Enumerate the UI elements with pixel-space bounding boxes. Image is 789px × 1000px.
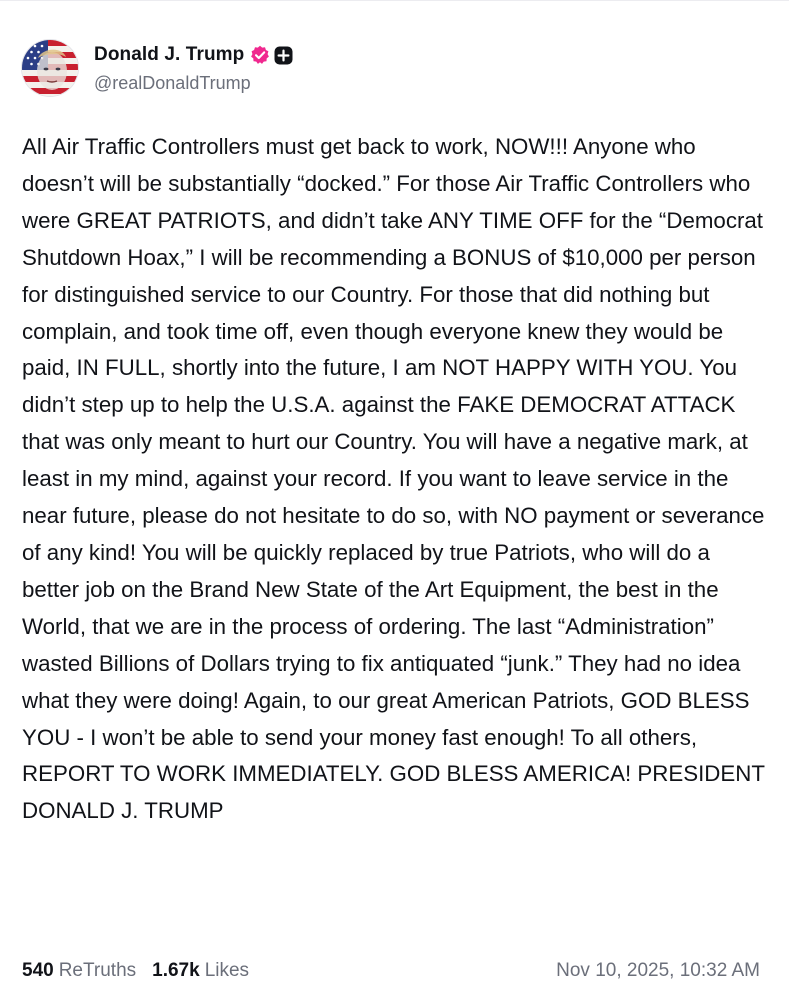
- author-handle[interactable]: @realDonaldTrump: [94, 73, 251, 93]
- retruths-count: 540: [22, 960, 54, 981]
- post-footer: [22, 957, 760, 985]
- likes-count: 1.67k: [152, 960, 200, 981]
- retruths-stat[interactable]: [22, 960, 136, 982]
- author-display-name[interactable]: Donald J. Trump: [94, 44, 245, 65]
- post-author: [94, 42, 293, 94]
- avatar-image: [22, 40, 78, 96]
- plus-badge-icon: [274, 46, 293, 65]
- likes-stat[interactable]: [152, 960, 249, 982]
- post-timestamp[interactable]: Nov 10, 2025, 10:32 AM: [556, 960, 760, 981]
- author-name-row: [94, 42, 293, 68]
- avatar[interactable]: [22, 40, 78, 96]
- post-body-text: All Air Traffic Controllers must get back to work, NOW!!! Anyone who doesn’t will be substantially “docked.” For those Air Traffic Controllers who were GREAT PATRIOTS, and didn’t take ANY TIME OFF for the “Democrat Shutdown Hoax,” I will be recommending a BONUS of $10,000 per person for distinguished service to our Country. For those that did nothing but complain, and took time off, even though everyone knew they would be paid, IN FULL, shortly into the future, I am NOT HAPPY WITH YOU. You didn’t step up to help the U.S.A. against the FAKE DEMOCRAT ATTACK that was only meant to hurt our Country. You will have a negative mark, at least in my mind, against your record. If you want to leave service in the near future, please do not hesitate to do so, with NO payment or severance of any kind! You will be quickly replaced by true Patriots, who will do a better job on the Brand New State of the Art Equipment, the best in the World, that we are in the process of ordering. The last “Administration” wasted Billions of Dollars trying to fix antiquated “junk.” They had no idea what they were doing! Again, to our great American Patriots, GOD BLESS YOU - I won’t be able to send your money fast enough! To all others, REPORT TO WORK IMMEDIATELY. GOD BLESS AMERICA! PRESIDENT DONALD J. TRUMP: [22, 134, 765, 824]
- likes-label: Likes: [204, 960, 250, 981]
- retruths-label: ReTruths: [58, 960, 137, 981]
- verified-badge-icon: [250, 45, 270, 65]
